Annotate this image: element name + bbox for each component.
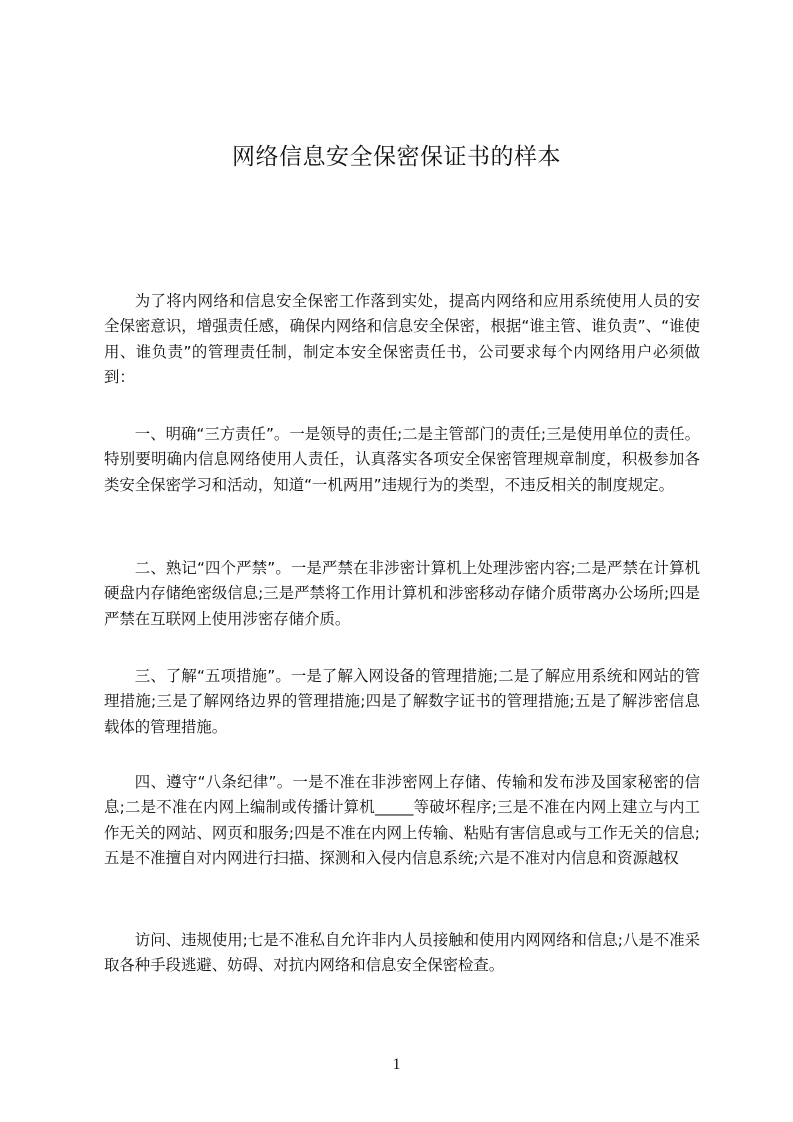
page-number: 1 (392, 1056, 401, 1073)
document-title: 网络信息安全保密保证书的样本 (232, 144, 561, 170)
paragraph-continuation: 访问、违规使用;七是不准私自允许非内人员接触和使用内网网络和信息;八是不准采取各种手段逃避、妨碍、对抗内网络和信息安全保密检查。 (104, 931, 700, 975)
paragraph-five-measures: 三、了解“五项措施”。一是了解入网设备的管理措施;二是了解应用系统和网站的管理措施;三是了解网络边界的管理措施;四是了解数字证书的管理措施;五是了解涉密信息载体的管理措施。 (104, 667, 700, 736)
paragraph-three-responsibilities: 一、明确“三方责任”。一是领导的责任;二是主管部门的责任;三是使用单位的责任。特别要明确内信息网络使用人责任，认真落实各项安全保密管理规章制度，积极参加各类安全保密学习和活动，知道“一机两用”违规行为的类型，不违反相关的制度规定。 (104, 425, 700, 494)
paragraph-four-prohibitions: 二、熟记“四个严禁”。一是严禁在非涉密计算机上处理涉密内容;二是严禁在计算机硬盘内存储绝密级信息;三是严禁将工作用计算机和涉密移动存储介质带离办公场所;四是严禁在互联网上使用涉密存储介质。 (104, 559, 700, 628)
intro-paragraph: 为了将内网络和信息安全保密工作落到实处，提高内网络和应用系统使用人员的安全保密意识，增强责任感，确保内网络和信息安全保密，根据“谁主管、谁负责”、“谁使用、谁负责”的管理责任制，制定本安全保密责任书，公司要求每个内网络用户必须做到： (104, 292, 700, 386)
paragraph-eight-disciplines: 四、遵守“八条纪律”。一是不准在非涉密网上存储、传输和发布涉及国家秘密的信息;二是不准在内网上编制或传播计算机_____等破坏程序;三是不准在内网上建立与内工作无关的网站、网页和服务;四是不准在内网上传输、粘贴有害信息或与工作无关的信息;五是不准擅自对内网进行扫描、探测和入侵内信息系统;六是不准对内信息和资源越权 (104, 773, 700, 867)
